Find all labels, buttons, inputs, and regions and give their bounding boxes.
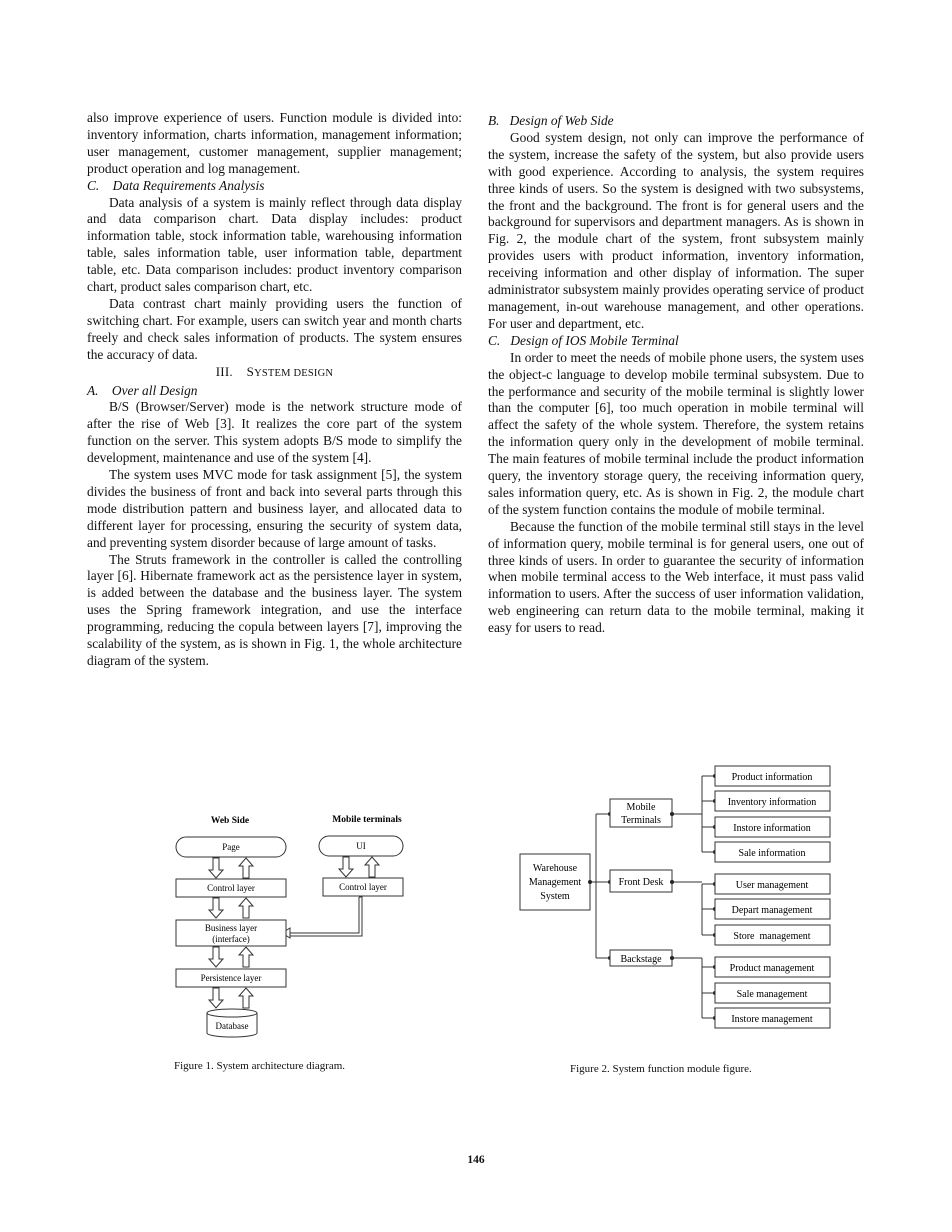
arrow-down-icon — [339, 857, 353, 877]
control-layer-mobile-label: Control layer — [339, 882, 387, 892]
arrow-up-icon — [239, 947, 253, 967]
subsection-number: C. — [87, 177, 100, 193]
subsection-title: Design of IOS Mobile Terminal — [510, 332, 679, 348]
paragraph: In order to meet the needs of mobile phone users, the system uses the object-c language to develop mobile terminal subsystem. Due to the performance and security of the mobile terminal is slightly lower than the computer [6], too much operation in mobile terminal will affect the safety of the whole system. Therefore, the system retains the information query only in the development of mobile terminal. The main features of mobile terminal include the product information query, the inventory storage query, the receiving information query, sales information query, etc. As is shown in Fig. 2, the module chart of the system function contains the module of mobile terminal. — [488, 349, 864, 517]
mobile-terminals-label: Mobile terminals — [332, 815, 402, 825]
leaf-label: Store management — [733, 931, 811, 942]
paragraph: Good system design, not only can improve the performance of the system, increase the safety of the system, but also provide users with good experience. According to analysis, the system requires three kinds of users. So the system is designed with two subsystems, the front and the background. The front is for general users and the background for supervisors and department managers. As is shown in Fig. 2, the module chart of the system, front subsystem mainly provides users with product information, inventory information, receiving information and other display of information. The super administrator subsystem mainly provides operating service of product management, in-out warehouse management, and other operations. For user and department, etc. — [488, 129, 864, 331]
left-column — [87, 110, 462, 670]
subsection-heading — [87, 383, 462, 400]
connector-dot — [588, 880, 592, 884]
leaf-label: Product management — [729, 963, 815, 974]
leaf-label: Product information — [731, 772, 813, 783]
subsection-title: Design of Web Side — [509, 113, 614, 128]
root-label-line-2: Management — [528, 877, 582, 888]
business-layer-sublabel: (interface) — [212, 934, 250, 944]
page-number: 146 — [467, 1154, 485, 1166]
subsection-number: A. — [87, 382, 99, 398]
database-label: Database — [215, 1021, 249, 1031]
subsection-heading — [488, 113, 864, 130]
figure-1-architecture-diagram — [170, 805, 420, 1045]
leaf-label: Sale information — [738, 848, 806, 859]
mobile-terminals-label-1: Mobile — [626, 802, 656, 813]
paragraph: Data contrast chart mainly providing users the function of switching chart. For example, users can switch year and month charts freely and check sales information of products. The system ensures the accuracy of data. — [87, 295, 462, 362]
section-title-initial: S — [246, 363, 255, 379]
mobile-to-business-connector — [290, 897, 359, 933]
leaf-label: Sale management — [736, 989, 808, 1000]
paragraph: Data analysis of a system is mainly reflect through data display and data comparison chart. Data display includes: product information table, stock information table, warehousing information table, sales information table, user information table, department table, etc. Data comparison includes: product inventory comparison chart, product sales comparison chart, etc. — [87, 194, 462, 295]
business-layer-label: Business layer — [204, 923, 258, 933]
mobile-terminals-label-2: Terminals — [621, 815, 661, 826]
leaf-label: User management — [735, 880, 809, 891]
arrow-up-icon — [239, 898, 253, 918]
leaf-label: Depart management — [731, 905, 813, 916]
leaf-label: Instore information — [733, 823, 811, 834]
paragraph: The system uses MVC mode for task assignment [5], the system divides the business of front and back into several parts through this mode distribution pattern and business layer, and allocated data to different layer for processing, ensuring the security of system data, and preventing system disorder because of large amount of tasks. — [87, 467, 462, 550]
paragraph: also improve experience of users. Function module is divided into: inventory information, charts information, management information; user management, customer management, supplier management; product operation and log management. — [87, 110, 462, 176]
ui-node-label: UI — [356, 841, 366, 851]
paragraph: B/S (Browser/Server) mode is the network structure mode of after the rise of Web [3]. It realizes the core part of the system function on the server. This system adopts B/S mode to simplify the development, maintenance and use of the system [4]. — [87, 399, 462, 466]
paragraph: The Struts framework in the controller is called the controlling layer [6]. Hibernate framework act as the persistence layer in system, is added between the database and the business layer. The system uses the Spring framework integration, and use the interface programming, reducing the copula between layers [7], improving the scalability of the system, as is shown in Fig. 1, the whole architecture diagram of the system. — [87, 551, 462, 668]
section-number: III. — [215, 363, 233, 379]
leaf-label: Inventory information — [727, 797, 817, 808]
subsection-title: Over all Design — [111, 382, 198, 398]
root-label-line-1: Warehouse — [532, 863, 578, 874]
figure-2-module-diagram — [518, 762, 838, 1034]
figure-1-caption: Figure 1. System architecture diagram. — [174, 1060, 346, 1072]
arrow-down-icon — [209, 898, 223, 918]
connector-outline — [290, 897, 362, 936]
arrow-down-icon — [209, 947, 223, 967]
paragraph: Because the function of the mobile terminal still stays in the level of information query, mobile terminal is for general users, one out of three kinds of users. In order to guarantee the security of information when mobile terminal access to the Web interface, it must pass valid information to users. After the success of user information validation, web engineering can return data to the mobile terminal, making it easy for users to read. — [488, 518, 864, 636]
root-label-line-3: System — [540, 891, 570, 902]
front-desk-label: Front Desk — [618, 877, 664, 888]
web-side-label: Web Side — [210, 816, 250, 826]
page-node-label: Page — [222, 842, 240, 852]
arrow-down-icon — [209, 988, 223, 1008]
connector-dot — [670, 880, 674, 884]
subsection-title: Data Requirements Analysis — [112, 177, 265, 193]
subsection-heading — [87, 178, 462, 195]
subsection-heading — [488, 333, 864, 350]
subsection-number: C. — [488, 332, 501, 348]
control-layer-web-label: Control layer — [207, 883, 255, 893]
arrow-up-icon — [239, 988, 253, 1008]
subsection-number: B. — [488, 113, 500, 128]
leaf-label: Instore management — [731, 1014, 813, 1025]
section-heading — [87, 364, 462, 383]
connector-dot — [670, 812, 674, 816]
right-column — [488, 110, 864, 637]
arrow-down-icon — [209, 858, 223, 878]
connector-dot — [670, 956, 674, 960]
figure-2-caption: Figure 2. System function module figure. — [570, 1063, 752, 1075]
arrow-up-icon — [365, 857, 379, 877]
persistence-layer-label: Persistence layer — [200, 973, 262, 983]
section-title-rest: YSTEM DESIGN — [254, 367, 334, 379]
backstage-label: Backstage — [620, 954, 662, 965]
arrow-up-icon — [239, 858, 253, 878]
